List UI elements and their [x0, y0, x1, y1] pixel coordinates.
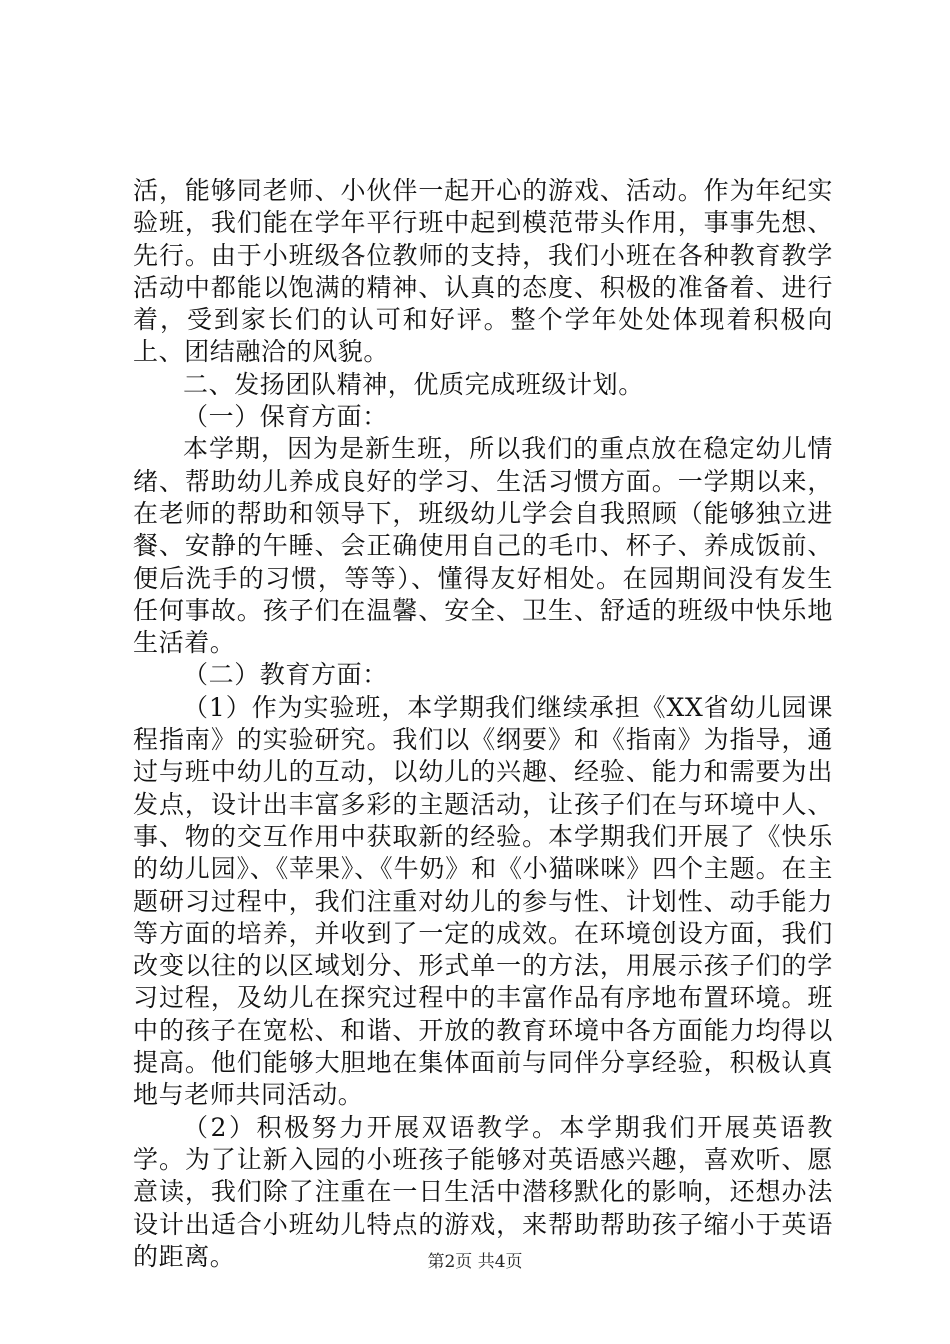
subheading-education: （二）教育方面： [183, 660, 388, 690]
page-footer: 第2页 共4页 [427, 1252, 523, 1272]
paragraph-education-1: （1）作为实验班，本学期我们继续承担《XX省幼儿园课程指南》的实验研究。我们以《纲要》和《指南》为指导，通过与班中幼儿的互动，以幼儿的兴趣、经验、能力和需要为出发点，设计出丰富多彩的主题活动，让孩子们在与环境中人、事、物的交互作用中获取新的经验。本学期我们开展了《快乐的幼儿园》、《苹果》、《牛奶》和《小猫咪咪》四个主题。在主题研习过程中，我们注重对幼儿的参与性、计划性、动手能力等方面的培养，并收到了一定的成效。在环境创设方面，我们改变以往的以区域划分、形式单一的方法，用展示孩子们的学习过程，及幼儿在探究过程中的丰富作品有序地布置环境。班中的孩子在宽松、和谐、开放的教育环境中各方面能力均得以提高。他们能够大胆地在集体面前与同伴分享经验，积极认真地与老师共同活动。 [133, 692, 833, 1110]
document-body [133, 175, 833, 1273]
subheading-care: （一）保育方面： [183, 402, 388, 432]
paragraph-continuation: 活，能够同老师、小伙伴一起开心的游戏、活动。作为年纪实验班，我们能在学年平行班中起到模范带头作用，事事先想、先行。由于小班级各位教师的支持，我们小班在各种教育教学活动中都能以饱满的精神、认真的态度、积极的准备着、进行着，受到家长们的认可和好评。整个学年处处体现着积极向上、团结融洽的风貌。 [133, 176, 833, 367]
section-heading-team-spirit: 二、发扬团队精神，优质完成班级计划。 [183, 369, 644, 399]
paragraph-education-2: （2）积极努力开展双语教学。本学期我们开展英语教学。为了让新入园的小班孩子能够对英语感兴趣，喜欢听、愿意读，我们除了注重在一日生活中潜移默化的影响，还想办法设计出适合小班幼儿特点的游戏，来帮助帮助孩子缩小于英语的距离。 [133, 1112, 833, 1271]
paragraph-care: 本学期，因为是新生班，所以我们的重点放在稳定幼儿情绪、帮助幼儿养成良好的学习、生活习惯方面。一学期以来，在老师的帮助和领导下，班级幼儿学会自我照顾（能够独立进餐、安静的午睡、会正确使用自己的毛巾、杯子、养成饭前、便后洗手的习惯，等等）、懂得友好相处。在园期间没有发生任何事故。孩子们在温馨、安全、卫生、舒适的班级中快乐地生活着。 [133, 434, 833, 658]
